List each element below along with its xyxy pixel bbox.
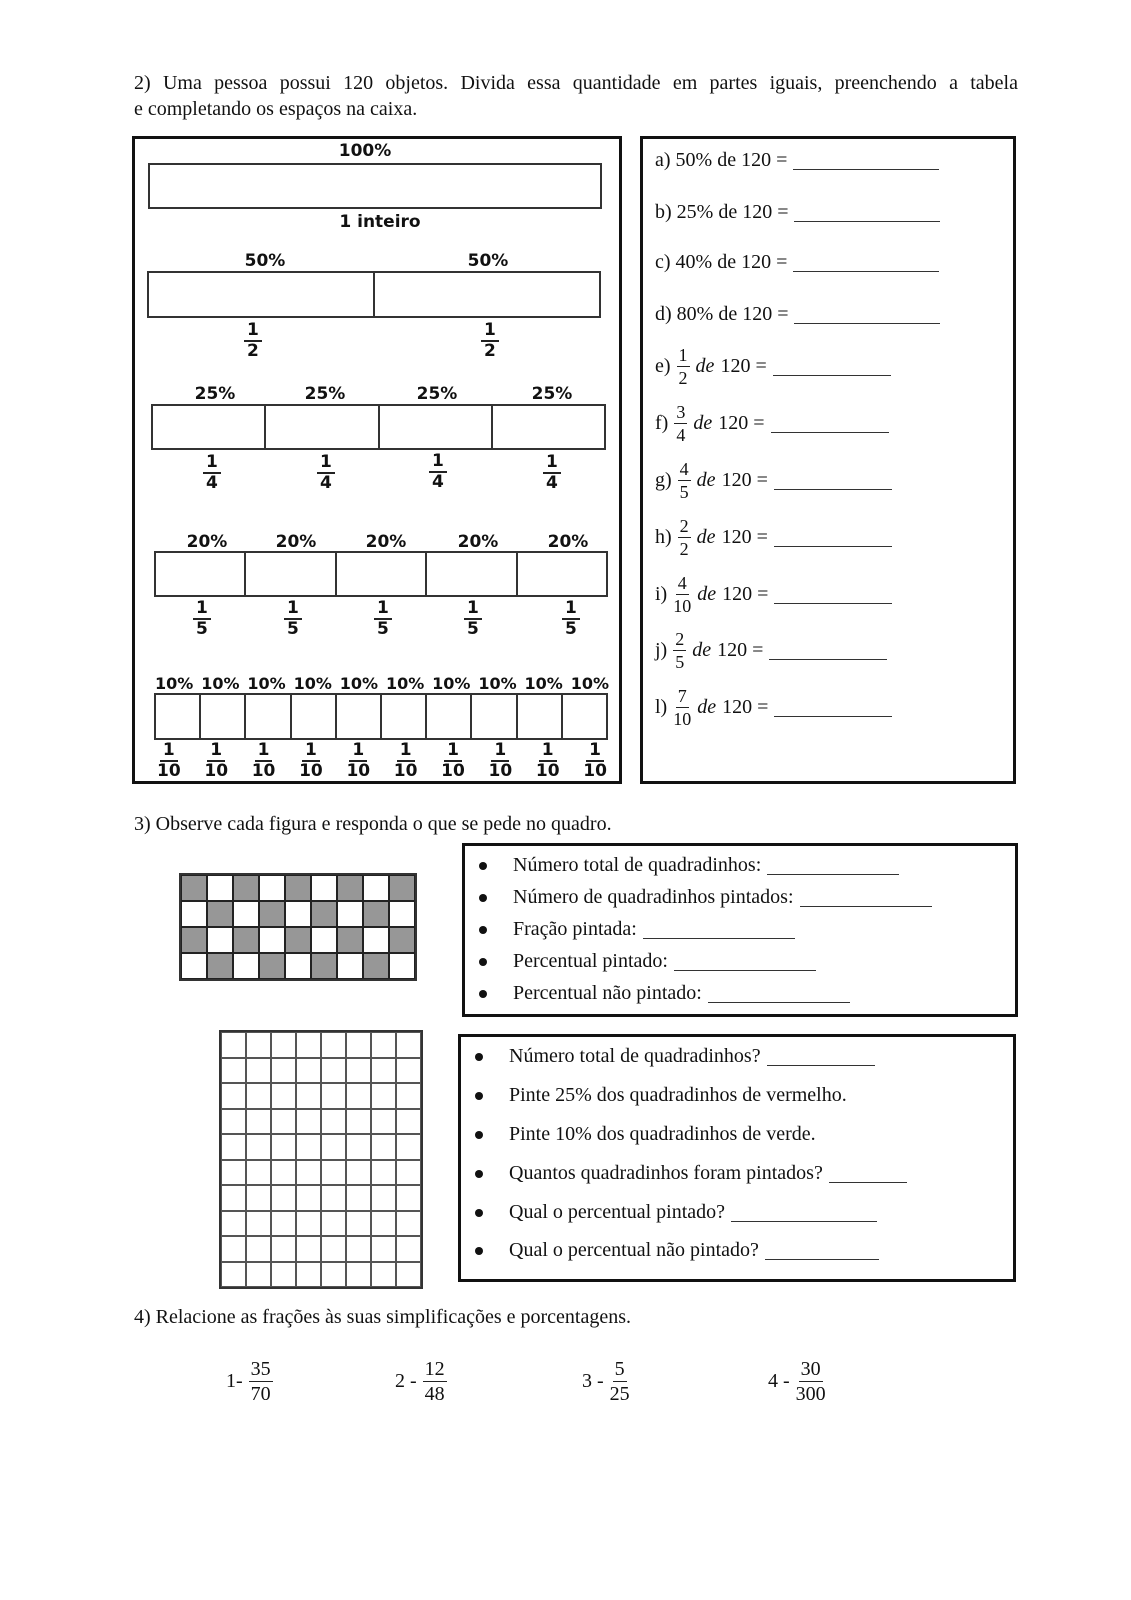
fifth-pct-label: 20% xyxy=(186,532,228,552)
answer-blank[interactable] xyxy=(731,1204,877,1222)
half-pct-label: 50% xyxy=(467,251,509,271)
calc-item-b: b) 25% de 120 = xyxy=(655,201,940,224)
whole-bar[interactable] xyxy=(148,163,602,209)
grid-square[interactable] xyxy=(271,1262,296,1288)
bar-cell[interactable] xyxy=(246,553,336,595)
list-item: Fração pintada: xyxy=(479,918,795,941)
answer-blank[interactable] xyxy=(774,529,892,547)
grid-square xyxy=(181,953,207,979)
grid-square[interactable] xyxy=(321,1134,346,1160)
grid-square[interactable] xyxy=(246,1134,271,1160)
grid-square xyxy=(389,875,415,901)
bullet-icon xyxy=(479,958,487,966)
tenth-fraction: $\frac{1}{10}$ xyxy=(393,740,418,781)
grid-square[interactable] xyxy=(396,1262,421,1288)
quarter-fraction: $\frac{1}{4}$ xyxy=(203,454,221,492)
quarter-fraction: $\frac{1}{4}$ xyxy=(429,453,447,491)
fifth-pct-label: 20% xyxy=(365,532,407,552)
question-3a-box xyxy=(462,843,1018,1017)
bar-cell[interactable] xyxy=(382,695,427,738)
answer-blank[interactable] xyxy=(829,1165,907,1183)
grid-square[interactable] xyxy=(221,1262,246,1288)
bar-cell[interactable] xyxy=(149,273,375,316)
grid-square xyxy=(181,875,207,901)
grid-square[interactable] xyxy=(396,1109,421,1135)
empty-grid-figure xyxy=(219,1030,423,1289)
grid-square xyxy=(181,927,207,953)
grid-square xyxy=(233,901,259,927)
tenth-fraction: $\frac{1}{10}$ xyxy=(299,740,323,781)
grid-square xyxy=(285,927,311,953)
quarter-fraction: $\frac{1}{4}$ xyxy=(543,454,561,492)
tenth-fraction: $\frac{1}{10}$ xyxy=(583,740,607,781)
q4-fraction-1: 1- $\frac{35}{70}$ xyxy=(226,1358,271,1405)
bullet-icon xyxy=(479,862,487,870)
grid-square[interactable] xyxy=(371,1032,396,1058)
calc-item-g: g) $\frac{4}{5}$ de 120 = xyxy=(655,459,892,502)
bar-cell[interactable] xyxy=(472,695,517,738)
grid-square[interactable] xyxy=(246,1262,271,1288)
tenth-fraction: $\frac{1}{10}$ xyxy=(204,740,229,781)
grid-square[interactable] xyxy=(221,1134,246,1160)
grid-square[interactable] xyxy=(246,1058,271,1084)
list-item: Número total de quadradinhos: xyxy=(479,854,899,877)
grid-square xyxy=(181,901,207,927)
grid-square[interactable] xyxy=(396,1058,421,1084)
bullet-icon xyxy=(475,1053,483,1061)
calc-item-e: e) $\frac{1}{2}$ de 120 = xyxy=(655,345,891,388)
calc-item-h: h) $\frac{2}{2}$ de 120 = xyxy=(655,516,892,559)
tenth-pct-label: 10% xyxy=(570,674,609,693)
grid-square xyxy=(363,953,389,979)
list-item: Número de quadradinhos pintados: xyxy=(479,886,932,909)
q4-fraction-2: 2 - $\frac{12}{48}$ xyxy=(395,1358,445,1405)
grid-square[interactable] xyxy=(321,1032,346,1058)
tenth-pct-label: 10% xyxy=(293,674,332,693)
fifths-bar xyxy=(154,551,608,597)
answer-blank[interactable] xyxy=(773,358,891,376)
tenth-fraction: $\frac{1}{10}$ xyxy=(535,740,560,781)
bar-cell[interactable] xyxy=(246,695,291,738)
grid-square[interactable] xyxy=(271,1160,296,1186)
tenth-pct-label: 10% xyxy=(385,674,425,693)
grid-square[interactable] xyxy=(396,1160,421,1186)
quarter-pct-label: 25% xyxy=(531,384,573,404)
grid-square[interactable] xyxy=(321,1236,346,1262)
answer-blank[interactable] xyxy=(774,472,892,490)
question-4-prompt: 4) Relacione as frações às suas simplificações e porcentagens. xyxy=(134,1306,632,1328)
grid-square[interactable] xyxy=(296,1185,321,1211)
answer-blank[interactable] xyxy=(771,415,889,433)
grid-square[interactable] xyxy=(321,1083,346,1109)
grid-square[interactable] xyxy=(271,1134,296,1160)
grid-square[interactable] xyxy=(346,1058,371,1084)
grid-square xyxy=(259,953,285,979)
tenth-fraction: $\frac{1}{10}$ xyxy=(346,740,371,781)
bar-cell[interactable] xyxy=(518,553,606,595)
grid-square[interactable] xyxy=(396,1032,421,1058)
grid-square xyxy=(389,901,415,927)
calc-item-j: j) $\frac{2}{5}$ de 120 = xyxy=(655,629,887,672)
grid-square xyxy=(233,875,259,901)
grid-square[interactable] xyxy=(296,1236,321,1262)
grid-square[interactable] xyxy=(371,1185,396,1211)
grid-square xyxy=(311,875,337,901)
grid-square[interactable] xyxy=(396,1185,421,1211)
whole-fraction-label: 1 inteiro xyxy=(339,212,421,232)
grid-square[interactable] xyxy=(346,1211,371,1237)
grid-square[interactable] xyxy=(346,1262,371,1288)
grid-square xyxy=(337,953,363,979)
answer-blank[interactable] xyxy=(794,306,940,324)
fraction-bars-diagram xyxy=(132,136,622,784)
grid-square[interactable] xyxy=(296,1160,321,1186)
grid-square[interactable] xyxy=(321,1058,346,1084)
grid-square[interactable] xyxy=(221,1032,246,1058)
grid-square[interactable] xyxy=(246,1185,271,1211)
grid-square xyxy=(389,953,415,979)
half-fraction: $\frac{1}{2}$ xyxy=(244,322,262,360)
half-fraction: $\frac{1}{2}$ xyxy=(481,322,499,360)
grid-square[interactable] xyxy=(246,1109,271,1135)
question-2-line-2: e completando os espaços na caixa. xyxy=(134,98,418,120)
bullet-icon xyxy=(479,990,487,998)
bar-cell[interactable] xyxy=(292,695,337,738)
list-item: Quantos quadradinhos foram pintados? xyxy=(475,1162,907,1185)
grid-square[interactable] xyxy=(296,1058,321,1084)
grid-square xyxy=(207,953,233,979)
tenth-fraction: $\frac{1}{10}$ xyxy=(157,740,181,781)
quarter-pct-label: 25% xyxy=(416,384,458,404)
answer-blank[interactable] xyxy=(767,857,899,875)
grid-square[interactable] xyxy=(321,1185,346,1211)
grid-square xyxy=(389,927,415,953)
fifth-fraction: $\frac{1}{5}$ xyxy=(562,600,580,638)
answer-blank[interactable] xyxy=(765,1242,879,1260)
grid-square xyxy=(337,927,363,953)
grid-square[interactable] xyxy=(371,1058,396,1084)
grid-square xyxy=(259,901,285,927)
grid-square[interactable] xyxy=(221,1058,246,1084)
tenth-pct-label: 10% xyxy=(201,674,240,693)
q4-fraction-4: 4 - $\frac{30}{300}$ xyxy=(768,1358,826,1405)
grid-square xyxy=(207,875,233,901)
grid-square xyxy=(285,901,311,927)
grid-square xyxy=(285,875,311,901)
answer-blank[interactable] xyxy=(793,254,939,272)
grid-square[interactable] xyxy=(346,1160,371,1186)
grid-square[interactable] xyxy=(371,1109,396,1135)
answer-blank[interactable] xyxy=(708,985,850,1003)
grid-square xyxy=(207,927,233,953)
grid-square[interactable] xyxy=(221,1236,246,1262)
quarter-fraction: $\frac{1}{4}$ xyxy=(317,454,335,492)
grid-square[interactable] xyxy=(221,1185,246,1211)
grid-square[interactable] xyxy=(371,1211,396,1237)
grid-square[interactable] xyxy=(221,1211,246,1237)
grid-square[interactable] xyxy=(321,1262,346,1288)
bar-cell[interactable] xyxy=(427,695,472,738)
grid-square[interactable] xyxy=(346,1236,371,1262)
grid-square[interactable] xyxy=(371,1083,396,1109)
grid-square xyxy=(259,927,285,953)
grid-square[interactable] xyxy=(321,1109,346,1135)
tenth-pct-label: 10% xyxy=(432,674,471,693)
bar-cell[interactable] xyxy=(518,695,563,738)
fifth-fraction: $\frac{1}{5}$ xyxy=(464,600,482,638)
grid-square[interactable] xyxy=(271,1236,296,1262)
answer-blank[interactable] xyxy=(643,921,795,939)
question-2-line-1: 2) Uma pessoa possui 120 objetos. Divida essa quantidade em partes iguais, preenchendo a tabela xyxy=(134,72,1018,94)
list-item: Pinte 10% dos quadradinhos de verde. xyxy=(475,1123,816,1146)
question-2-prompt xyxy=(134,70,1018,122)
fifth-pct-label: 20% xyxy=(547,532,589,552)
grid-square xyxy=(337,875,363,901)
grid-square[interactable] xyxy=(246,1160,271,1186)
grid-square xyxy=(311,953,337,979)
grid-square xyxy=(363,901,389,927)
answer-blank[interactable] xyxy=(769,642,887,660)
list-item: Número total de quadradinhos? xyxy=(475,1045,875,1068)
grid-square xyxy=(311,927,337,953)
quarters-bar xyxy=(151,404,606,450)
grid-square xyxy=(363,875,389,901)
calc-item-f: f) $\frac{3}{4}$ de 120 = xyxy=(655,402,889,445)
tenth-fraction: $\frac{1}{10}$ xyxy=(488,740,513,781)
grid-square[interactable] xyxy=(271,1109,296,1135)
answer-blank[interactable] xyxy=(793,152,939,170)
answer-blank[interactable] xyxy=(774,699,892,717)
bar-cell[interactable] xyxy=(337,695,382,738)
grid-square[interactable] xyxy=(346,1134,371,1160)
grid-square[interactable] xyxy=(246,1083,271,1109)
bar-cell[interactable] xyxy=(337,553,427,595)
half-pct-label: 50% xyxy=(244,251,286,271)
grid-square[interactable] xyxy=(346,1083,371,1109)
bullet-icon xyxy=(475,1247,483,1255)
calc-item-c: c) 40% de 120 = xyxy=(655,251,939,274)
halves-bar xyxy=(147,271,601,318)
whole-pct-label: 100% xyxy=(338,141,392,161)
grid-square[interactable] xyxy=(221,1160,246,1186)
grid-square[interactable] xyxy=(271,1058,296,1084)
answer-blank[interactable] xyxy=(774,586,892,604)
grid-square[interactable] xyxy=(371,1160,396,1186)
grid-square[interactable] xyxy=(271,1032,296,1058)
grid-square xyxy=(233,927,259,953)
quarter-pct-label: 25% xyxy=(304,384,346,404)
grid-square xyxy=(207,901,233,927)
grid-square[interactable] xyxy=(296,1134,321,1160)
bar-cell[interactable] xyxy=(153,406,266,448)
answer-blank[interactable] xyxy=(674,953,816,971)
tenth-fractions xyxy=(157,742,607,780)
grid-square[interactable] xyxy=(296,1109,321,1135)
grid-square[interactable] xyxy=(321,1211,346,1237)
grid-square xyxy=(285,953,311,979)
calc-item-l: l) $\frac{7}{10}$ de 120 = xyxy=(655,686,892,729)
tenth-pct-label: 10% xyxy=(339,674,379,693)
grid-square[interactable] xyxy=(296,1262,321,1288)
question-3b-box xyxy=(458,1034,1016,1282)
grid-square[interactable] xyxy=(246,1211,271,1237)
bar-cell[interactable] xyxy=(375,273,599,316)
bullet-icon xyxy=(479,894,487,902)
grid-square[interactable] xyxy=(271,1083,296,1109)
tenth-pct-label: 10% xyxy=(155,674,194,693)
tenth-pct-labels xyxy=(155,674,609,693)
fifth-fraction: $\frac{1}{5}$ xyxy=(193,600,211,638)
grid-square[interactable] xyxy=(246,1236,271,1262)
answer-blank[interactable] xyxy=(794,204,940,222)
grid-square[interactable] xyxy=(296,1032,321,1058)
bar-cell[interactable] xyxy=(156,553,246,595)
list-item: Pinte 25% dos quadradinhos de vermelho. xyxy=(475,1084,847,1107)
grid-square[interactable] xyxy=(396,1236,421,1262)
calc-item-i: i) $\frac{4}{10}$ de 120 = xyxy=(655,573,892,616)
grid-square[interactable] xyxy=(296,1211,321,1237)
calc-item-a: a) 50% de 120 = xyxy=(655,149,939,172)
calculation-box xyxy=(640,136,1016,784)
grid-square[interactable] xyxy=(371,1236,396,1262)
grid-square xyxy=(233,953,259,979)
bullet-icon xyxy=(475,1092,483,1100)
fifth-pct-label: 20% xyxy=(457,532,499,552)
tenth-pct-label: 10% xyxy=(478,674,517,693)
quarter-pct-label: 25% xyxy=(194,384,236,404)
list-item: Percentual não pintado: xyxy=(479,982,850,1005)
grid-square[interactable] xyxy=(221,1083,246,1109)
grid-square[interactable] xyxy=(346,1109,371,1135)
grid-square xyxy=(311,901,337,927)
grid-square xyxy=(259,875,285,901)
bar-cell[interactable] xyxy=(427,553,517,595)
grid-square[interactable] xyxy=(221,1109,246,1135)
tenths-bar xyxy=(154,693,608,740)
tenth-fraction: $\frac{1}{10}$ xyxy=(441,740,465,781)
grid-square[interactable] xyxy=(371,1262,396,1288)
grid-square xyxy=(337,901,363,927)
checkerboard-figure xyxy=(179,873,417,981)
bullet-icon xyxy=(475,1209,483,1217)
grid-square[interactable] xyxy=(271,1185,296,1211)
bar-cell[interactable] xyxy=(266,406,379,448)
grid-square[interactable] xyxy=(396,1083,421,1109)
grid-square[interactable] xyxy=(396,1134,421,1160)
grid-square[interactable] xyxy=(371,1134,396,1160)
grid-square xyxy=(363,927,389,953)
list-item: Qual o percentual pintado? xyxy=(475,1201,877,1224)
list-item: Percentual pintado: xyxy=(479,950,816,973)
grid-square[interactable] xyxy=(296,1083,321,1109)
bar-cell[interactable] xyxy=(201,695,246,738)
bar-cell[interactable] xyxy=(493,406,604,448)
tenth-fraction: $\frac{1}{10}$ xyxy=(251,740,276,781)
bar-cell[interactable] xyxy=(380,406,493,448)
bullet-icon xyxy=(475,1170,483,1178)
grid-square[interactable] xyxy=(346,1185,371,1211)
question-3-prompt: 3) Observe cada figura e responda o que se pede no quadro. xyxy=(134,813,612,835)
bar-cell[interactable] xyxy=(150,165,600,207)
bar-cell[interactable] xyxy=(563,695,606,738)
tenth-pct-label: 10% xyxy=(247,674,286,693)
grid-square[interactable] xyxy=(246,1032,271,1058)
bullet-icon xyxy=(479,926,487,934)
list-item: Qual o percentual não pintado? xyxy=(475,1239,879,1262)
grid-square[interactable] xyxy=(321,1160,346,1186)
bullet-icon xyxy=(475,1131,483,1139)
calc-item-d: d) 80% de 120 = xyxy=(655,303,940,326)
answer-blank[interactable] xyxy=(800,889,932,907)
tenth-pct-label: 10% xyxy=(524,674,563,693)
fifth-pct-label: 20% xyxy=(275,532,317,552)
fifth-fraction: $\frac{1}{5}$ xyxy=(374,600,392,638)
answer-blank[interactable] xyxy=(767,1048,875,1066)
bar-cell[interactable] xyxy=(156,695,201,738)
q4-fraction-3: 3 - $\frac{5}{25}$ xyxy=(582,1358,630,1405)
grid-square[interactable] xyxy=(346,1032,371,1058)
fifth-fraction: $\frac{1}{5}$ xyxy=(284,600,302,638)
grid-square[interactable] xyxy=(396,1211,421,1237)
grid-square[interactable] xyxy=(271,1211,296,1237)
